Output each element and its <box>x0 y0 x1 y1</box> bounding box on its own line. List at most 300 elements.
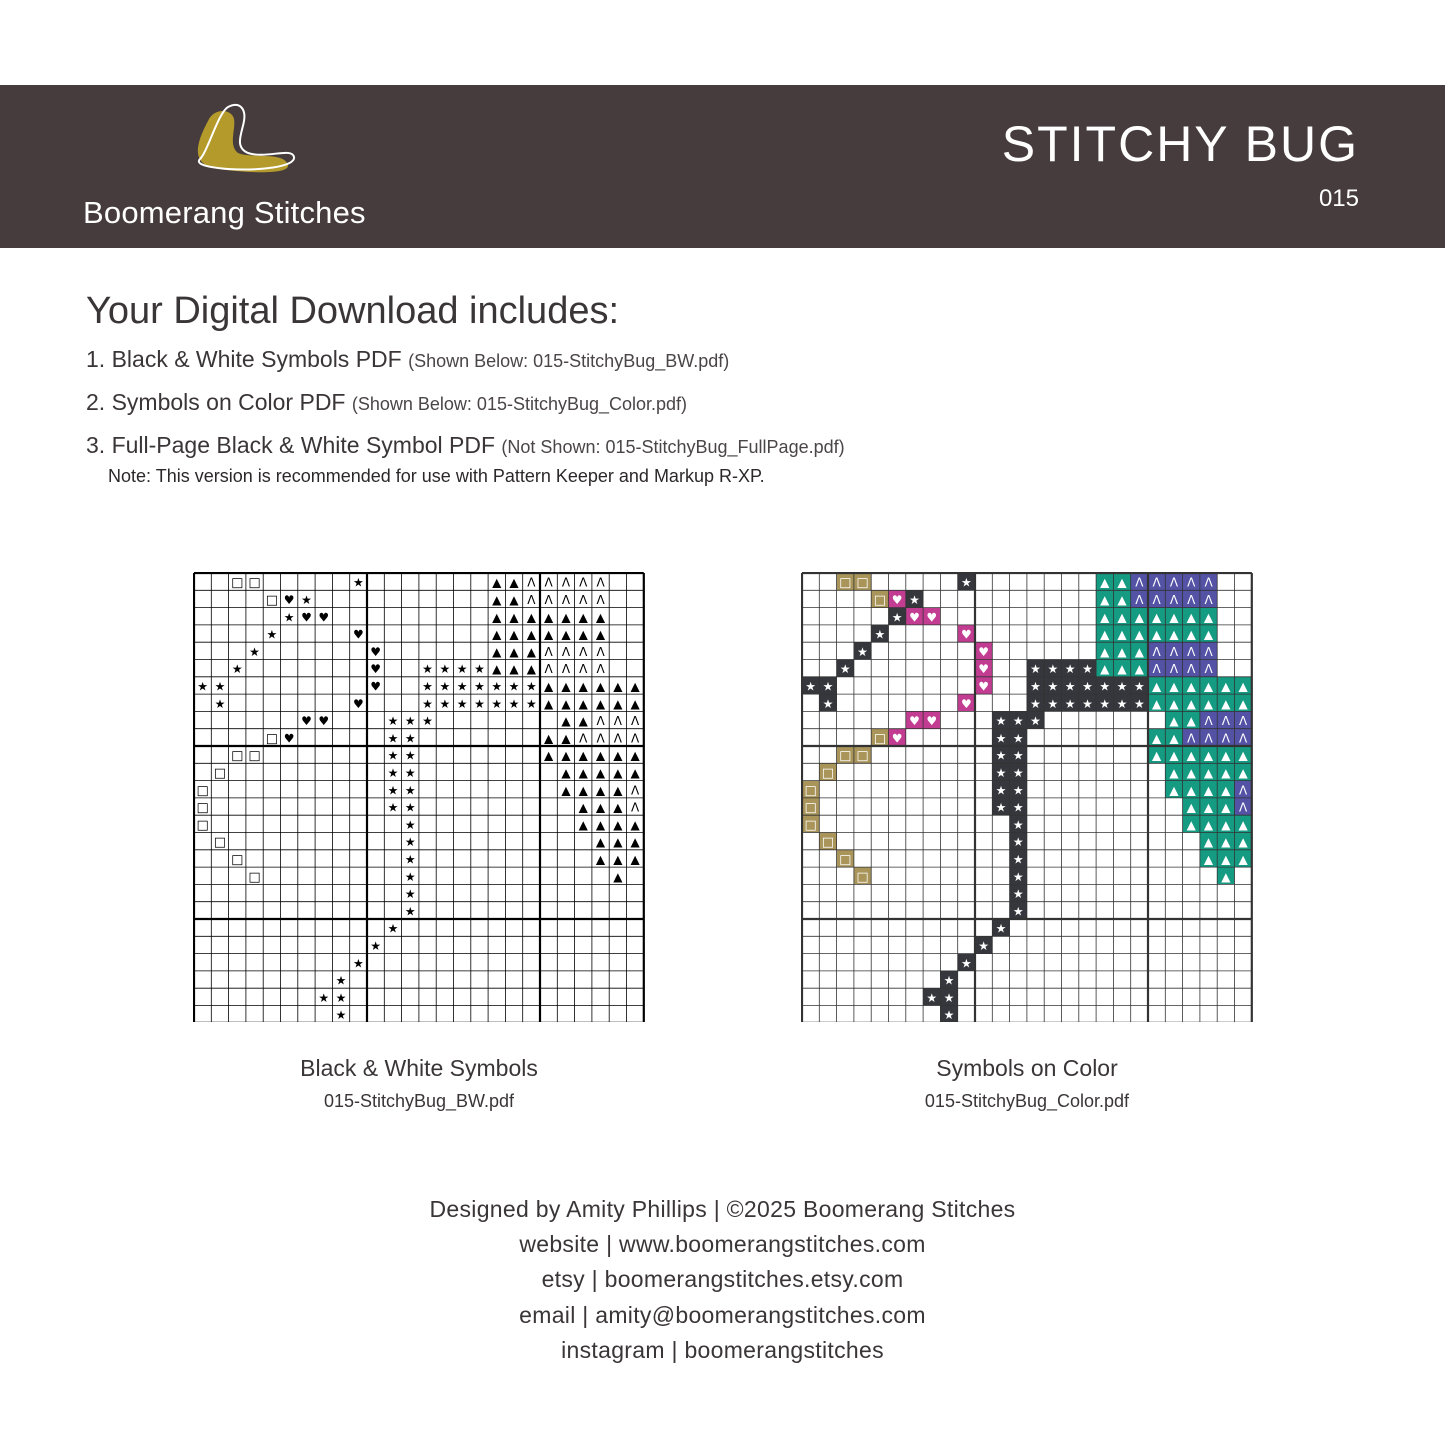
stitch-symbol-charcoal-star: ★ <box>995 783 1007 798</box>
bw-pattern-grid <box>193 572 645 1022</box>
stitch-symbol-teal-triangle: ▲ <box>561 748 571 763</box>
stitch-symbol-purple-caret: ᐱ <box>596 644 605 659</box>
stitch-symbol-gold-square: □ <box>839 575 852 591</box>
stitch-symbol-charcoal-star: ★ <box>404 731 416 746</box>
stitch-symbol-charcoal-star: ★ <box>404 748 416 763</box>
stitch-symbol-purple-caret: ᐱ <box>1169 662 1179 677</box>
include-item-note: (Shown Below: 015-StitchyBug_BW.pdf) <box>408 351 730 371</box>
stitch-symbol-purple-caret: ᐱ <box>596 714 605 729</box>
stitch-symbol-teal-triangle: ▲ <box>492 644 502 659</box>
stitch-symbol-teal-triangle: ▲ <box>509 575 519 590</box>
stitch-symbol-charcoal-star: ★ <box>439 696 451 711</box>
stitch-symbol-purple-caret: ᐱ <box>1187 644 1196 659</box>
stitch-symbol-charcoal-star: ★ <box>874 627 886 642</box>
stitch-symbol-charcoal-star: ★ <box>335 990 347 1005</box>
stitch-symbol-purple-caret: ᐱ <box>1169 592 1179 607</box>
stitch-symbol-teal-triangle: ▲ <box>578 800 588 815</box>
stitch-symbol-teal-triangle: ▲ <box>613 869 623 884</box>
stitch-symbol-teal-triangle: ▲ <box>1221 679 1231 694</box>
stitch-symbol-teal-triangle: ▲ <box>1238 696 1248 711</box>
stitch-symbol-teal-triangle: ▲ <box>1238 679 1248 694</box>
stitch-symbol-charcoal-star: ★ <box>422 679 433 694</box>
stitch-symbol-purple-caret: ᐱ <box>631 731 640 746</box>
footer-designer: Designed by Amity Phillips | ©2025 Boomerang Stitches <box>429 1196 1016 1222</box>
stitch-symbol-charcoal-star: ★ <box>1030 662 1041 677</box>
stitch-symbol-charcoal-star: ★ <box>1030 714 1041 729</box>
stitch-symbol-gold-square: □ <box>213 835 227 851</box>
pattern-title: STITCHY BUG <box>1001 116 1359 172</box>
stitch-symbol-gold-square: □ <box>839 852 852 868</box>
stitch-symbol-purple-caret: ᐱ <box>1221 731 1230 746</box>
stitch-symbol-magenta-heart: ♥ <box>370 679 382 694</box>
boomerang-logo-icon <box>188 103 304 175</box>
stitch-symbol-charcoal-star: ★ <box>1012 835 1024 850</box>
stitch-symbol-charcoal-star: ★ <box>404 835 416 850</box>
stitch-symbol-magenta-heart: ♥ <box>352 696 364 711</box>
stitch-symbol-charcoal-star: ★ <box>1012 852 1024 867</box>
stitch-symbol-teal-triangle: ▲ <box>1221 696 1231 711</box>
stitch-symbol-teal-triangle: ▲ <box>1152 696 1162 711</box>
stitch-symbol-teal-triangle: ▲ <box>526 610 536 625</box>
stitch-symbol-purple-caret: ᐱ <box>1187 731 1196 746</box>
stitch-symbol-magenta-heart: ♥ <box>891 731 903 746</box>
stitch-symbol-gold-square: □ <box>265 731 278 747</box>
include-item-1 <box>86 346 729 373</box>
stitch-symbol-teal-triangle: ▲ <box>595 817 606 832</box>
stitch-symbol-teal-triangle: ▲ <box>1186 627 1196 642</box>
stitch-symbol-purple-caret: ᐱ <box>544 592 553 607</box>
stitch-symbol-magenta-heart: ♥ <box>370 662 382 677</box>
stitch-symbol-teal-triangle: ▲ <box>1169 610 1179 625</box>
stitch-symbol-teal-triangle: ▲ <box>1221 869 1231 884</box>
stitch-symbol-charcoal-star: ★ <box>1012 869 1024 884</box>
bw-filename: 015-StitchyBug_BW.pdf <box>323 1091 515 1111</box>
stitch-symbol-charcoal-star: ★ <box>805 679 817 694</box>
stitch-symbol-purple-caret: ᐱ <box>579 644 588 659</box>
stitch-symbol-charcoal-star: ★ <box>387 783 399 798</box>
stitch-symbol-teal-triangle: ▲ <box>630 748 640 763</box>
stitch-symbol-gold-square: □ <box>231 575 244 591</box>
stitch-symbol-charcoal-star: ★ <box>474 662 485 677</box>
stitch-symbol-gold-square: □ <box>196 817 209 833</box>
stitch-symbol-teal-triangle: ▲ <box>1169 627 1179 642</box>
stitch-symbol-charcoal-star: ★ <box>960 575 972 590</box>
stitch-symbol-purple-caret: ᐱ <box>596 575 605 590</box>
stitch-symbol-teal-triangle: ▲ <box>1152 679 1162 694</box>
stitch-symbol-charcoal-star: ★ <box>839 662 851 677</box>
stitch-symbol-charcoal-star: ★ <box>387 748 399 763</box>
stitch-symbol-magenta-heart: ♥ <box>352 627 364 642</box>
stitch-symbol-gold-square: □ <box>248 575 261 591</box>
fullpage-note: Note: This version is recommended for use with Pattern Keeper and Markup R-XP. <box>108 466 765 486</box>
stitch-symbol-purple-caret: ᐱ <box>1204 731 1213 746</box>
stitch-symbol-gold-square: □ <box>804 817 817 833</box>
stitch-symbol-purple-caret: ᐱ <box>1135 575 1144 590</box>
stitch-symbol-purple-caret: ᐱ <box>1239 714 1248 729</box>
stitch-symbol-teal-triangle: ▲ <box>578 714 588 729</box>
stitch-symbol-teal-triangle: ▲ <box>1117 662 1127 677</box>
stitch-symbol-purple-caret: ᐱ <box>1204 592 1213 607</box>
stitch-symbol-purple-caret: ᐱ <box>1187 575 1196 590</box>
stitch-symbol-teal-triangle: ▲ <box>561 610 571 625</box>
stitch-symbol-teal-triangle: ▲ <box>561 783 571 798</box>
stitch-symbol-charcoal-star: ★ <box>456 696 468 711</box>
stitch-symbol-teal-triangle: ▲ <box>526 627 536 642</box>
stitch-symbol-teal-triangle: ▲ <box>1221 748 1231 763</box>
stitch-symbol-teal-triangle: ▲ <box>509 610 519 625</box>
stitch-symbol-purple-caret: ᐱ <box>613 731 622 746</box>
stitch-symbol-teal-triangle: ▲ <box>544 696 554 711</box>
stitch-symbol-charcoal-star: ★ <box>943 990 955 1005</box>
stitch-symbol-charcoal-star: ★ <box>318 990 330 1005</box>
stitch-symbol-charcoal-star: ★ <box>1012 783 1024 798</box>
stitch-symbol-charcoal-star: ★ <box>404 800 416 815</box>
stitch-symbol-teal-triangle: ▲ <box>526 662 536 677</box>
stitch-symbol-magenta-heart: ♥ <box>926 714 938 729</box>
stitch-symbol-teal-triangle: ▲ <box>578 679 588 694</box>
stitch-symbol-charcoal-star: ★ <box>335 1008 347 1022</box>
color-caption: Symbols on Color <box>936 1055 1118 1081</box>
stitch-symbol-purple-caret: ᐱ <box>544 575 553 590</box>
footer-email[interactable]: email | amity@boomerangstitches.com <box>519 1302 926 1328</box>
stitch-symbol-teal-triangle: ▲ <box>578 696 588 711</box>
stitch-symbol-teal-triangle: ▲ <box>1117 610 1127 625</box>
stitch-symbol-charcoal-star: ★ <box>456 679 468 694</box>
stitch-symbol-teal-triangle: ▲ <box>492 575 502 590</box>
stitch-symbol-charcoal-star: ★ <box>352 575 364 590</box>
stitch-symbol-charcoal-star: ★ <box>943 1008 955 1022</box>
stitch-symbol-teal-triangle: ▲ <box>613 817 623 832</box>
stitch-symbol-charcoal-star: ★ <box>995 921 1007 936</box>
stitch-symbol-purple-caret: ᐱ <box>1204 644 1213 659</box>
stitch-symbol-charcoal-star: ★ <box>1012 714 1024 729</box>
stitch-symbol-purple-caret: ᐱ <box>1204 714 1213 729</box>
color-pattern-preview <box>801 572 1253 1022</box>
stitch-symbol-charcoal-star: ★ <box>995 765 1007 780</box>
stitch-symbol-charcoal-star: ★ <box>1082 662 1093 677</box>
stitch-symbol-purple-caret: ᐱ <box>631 783 640 798</box>
stitch-symbol-teal-triangle: ▲ <box>1221 800 1231 815</box>
stitch-symbol-purple-caret: ᐱ <box>1239 800 1248 815</box>
stitch-symbol-teal-triangle: ▲ <box>595 800 606 815</box>
stitch-symbol-teal-triangle: ▲ <box>630 835 640 850</box>
stitch-symbol-teal-triangle: ▲ <box>595 783 606 798</box>
stitch-symbol-teal-triangle: ▲ <box>509 592 519 607</box>
stitch-symbol-teal-triangle: ▲ <box>1100 575 1110 590</box>
stitch-symbol-gold-square: □ <box>213 765 227 781</box>
include-item-3 <box>86 432 845 459</box>
stitch-symbol-teal-triangle: ▲ <box>1238 817 1248 832</box>
stitch-symbol-purple-caret: ᐱ <box>579 731 588 746</box>
stitch-symbol-charcoal-star: ★ <box>1012 887 1024 902</box>
stitch-symbol-purple-caret: ᐱ <box>579 592 588 607</box>
stitch-symbol-purple-caret: ᐱ <box>527 575 536 590</box>
stitch-symbol-charcoal-star: ★ <box>926 990 938 1005</box>
stitch-symbol-charcoal-star: ★ <box>1030 679 1041 694</box>
stitch-symbol-magenta-heart: ♥ <box>301 610 312 625</box>
stitch-symbol-teal-triangle: ▲ <box>1186 696 1196 711</box>
stitch-symbol-teal-triangle: ▲ <box>1238 765 1248 780</box>
stitch-symbol-teal-triangle: ▲ <box>1221 852 1231 867</box>
stitch-symbol-charcoal-star: ★ <box>1012 817 1024 832</box>
stitch-symbol-teal-triangle: ▲ <box>1169 714 1179 729</box>
stitch-symbol-teal-triangle: ▲ <box>1169 731 1179 746</box>
stitch-symbol-charcoal-star: ★ <box>1133 696 1145 711</box>
stitch-symbol-teal-triangle: ▲ <box>578 817 588 832</box>
stitch-symbol-charcoal-star: ★ <box>439 679 451 694</box>
stitch-symbol-teal-triangle: ▲ <box>613 748 623 763</box>
stitch-symbol-charcoal-star: ★ <box>943 973 955 988</box>
stitch-symbol-purple-caret: ᐱ <box>527 592 536 607</box>
stitch-symbol-purple-caret: ᐱ <box>1152 662 1161 677</box>
stitch-symbol-gold-square: □ <box>248 869 261 885</box>
stitch-symbol-gold-square: □ <box>856 748 869 764</box>
stitch-symbol-charcoal-star: ★ <box>370 938 382 953</box>
stitch-symbol-teal-triangle: ▲ <box>1134 610 1144 625</box>
stitch-symbol-purple-caret: ᐱ <box>1239 731 1248 746</box>
stitch-symbol-teal-triangle: ▲ <box>1152 748 1162 763</box>
stitch-symbol-charcoal-star: ★ <box>404 869 416 884</box>
stitch-symbol-purple-caret: ᐱ <box>561 644 571 659</box>
stitch-symbol-charcoal-star: ★ <box>249 644 260 659</box>
stitch-symbol-charcoal-star: ★ <box>404 852 416 867</box>
stitch-symbol-teal-triangle: ▲ <box>544 748 554 763</box>
stitch-symbol-charcoal-star: ★ <box>283 610 295 625</box>
stitch-symbol-magenta-heart: ♥ <box>978 679 990 694</box>
stitch-symbol-gold-square: □ <box>804 783 817 799</box>
stitch-symbol-charcoal-star: ★ <box>404 817 416 832</box>
stitch-symbol-charcoal-star: ★ <box>822 696 834 711</box>
stitch-symbol-teal-triangle: ▲ <box>561 765 571 780</box>
stitch-symbol-teal-triangle: ▲ <box>1203 817 1214 832</box>
stitch-symbol-magenta-heart: ♥ <box>283 731 295 746</box>
stitch-symbol-teal-triangle: ▲ <box>1169 765 1179 780</box>
stitch-symbol-charcoal-star: ★ <box>1099 696 1111 711</box>
stitch-symbol-charcoal-star: ★ <box>1082 679 1093 694</box>
stitch-symbol-teal-triangle: ▲ <box>595 679 606 694</box>
stitch-symbol-purple-caret: ᐱ <box>579 662 588 677</box>
stitch-symbol-teal-triangle: ▲ <box>613 835 623 850</box>
stitch-symbol-teal-triangle: ▲ <box>1238 748 1248 763</box>
stitch-symbol-charcoal-star: ★ <box>995 748 1007 763</box>
stitch-symbol-teal-triangle: ▲ <box>1134 662 1144 677</box>
stitch-symbol-magenta-heart: ♥ <box>370 644 382 659</box>
stitch-symbol-gold-square: □ <box>231 748 244 764</box>
stitch-symbol-teal-triangle: ▲ <box>561 679 571 694</box>
stitch-symbol-charcoal-star: ★ <box>352 956 364 971</box>
stitch-symbol-charcoal-star: ★ <box>978 938 990 953</box>
stitch-symbol-gold-square: □ <box>821 835 835 851</box>
stitch-symbol-teal-triangle: ▲ <box>1186 765 1196 780</box>
include-item-label: 3. Full-Page Black & White Symbol PDF <box>86 432 496 458</box>
stitch-symbol-charcoal-star: ★ <box>301 592 312 607</box>
stitch-symbol-teal-triangle: ▲ <box>509 662 519 677</box>
stitch-symbol-charcoal-star: ★ <box>1030 696 1041 711</box>
stitch-symbol-gold-square: □ <box>265 592 278 608</box>
stitch-symbol-teal-triangle: ▲ <box>1203 748 1214 763</box>
stitch-symbol-teal-triangle: ▲ <box>509 627 519 642</box>
stitch-symbol-purple-caret: ᐱ <box>1187 592 1196 607</box>
stitch-symbol-magenta-heart: ♥ <box>926 610 938 625</box>
stitch-symbol-teal-triangle: ▲ <box>1169 679 1179 694</box>
stitch-symbol-magenta-heart: ♥ <box>909 610 920 625</box>
stitch-symbol-teal-triangle: ▲ <box>1100 644 1110 659</box>
stitch-symbol-charcoal-star: ★ <box>909 592 920 607</box>
stitch-symbol-charcoal-star: ★ <box>491 679 503 694</box>
stitch-symbol-charcoal-star: ★ <box>1099 679 1111 694</box>
stitch-symbol-charcoal-star: ★ <box>1116 679 1128 694</box>
stitch-symbol-teal-triangle: ▲ <box>1100 610 1110 625</box>
stitch-symbol-teal-triangle: ▲ <box>492 592 502 607</box>
stitch-symbol-teal-triangle: ▲ <box>1221 817 1231 832</box>
stitch-symbol-charcoal-star: ★ <box>387 731 399 746</box>
stitch-symbol-teal-triangle: ▲ <box>544 610 554 625</box>
stitch-symbol-charcoal-star: ★ <box>404 714 416 729</box>
color-filename: 015-StitchyBug_Color.pdf <box>924 1091 1130 1111</box>
stitch-symbol-teal-triangle: ▲ <box>595 748 606 763</box>
stitch-symbol-teal-triangle: ▲ <box>613 852 623 867</box>
stitch-symbol-charcoal-star: ★ <box>1047 662 1059 677</box>
stitch-symbol-charcoal-star: ★ <box>1116 696 1128 711</box>
stitch-symbol-teal-triangle: ▲ <box>1100 592 1110 607</box>
stitch-symbol-teal-triangle: ▲ <box>1203 765 1214 780</box>
stitch-symbol-purple-caret: ᐱ <box>1239 783 1248 798</box>
stitch-symbol-teal-triangle: ▲ <box>1152 610 1162 625</box>
stitch-symbol-charcoal-star: ★ <box>387 765 399 780</box>
stitch-symbol-teal-triangle: ▲ <box>544 731 554 746</box>
stitch-symbol-teal-triangle: ▲ <box>595 852 606 867</box>
stitch-symbol-purple-caret: ᐱ <box>579 575 588 590</box>
stitch-symbol-charcoal-star: ★ <box>1012 765 1024 780</box>
stitch-symbol-teal-triangle: ▲ <box>630 679 640 694</box>
stitch-symbol-purple-caret: ᐱ <box>561 592 571 607</box>
footer-instagram[interactable]: instagram | boomerangstitches <box>561 1337 884 1363</box>
stitch-symbol-charcoal-star: ★ <box>1133 679 1145 694</box>
stitch-symbol-charcoal-star: ★ <box>214 696 226 711</box>
includes-heading: Your Digital Download includes: <box>86 290 620 332</box>
stitch-symbol-charcoal-star: ★ <box>525 679 537 694</box>
stitch-symbol-magenta-heart: ♥ <box>978 662 990 677</box>
stitch-symbol-teal-triangle: ▲ <box>492 610 502 625</box>
footer-website[interactable]: website | www.boomerangstitches.com <box>519 1231 926 1257</box>
stitch-symbol-charcoal-star: ★ <box>404 765 416 780</box>
stitch-symbol-magenta-heart: ♥ <box>978 644 990 659</box>
stitch-symbol-charcoal-star: ★ <box>1082 696 1093 711</box>
stitch-symbol-charcoal-star: ★ <box>422 696 433 711</box>
stitch-symbol-magenta-heart: ♥ <box>960 696 972 711</box>
stitch-symbol-teal-triangle: ▲ <box>1203 800 1214 815</box>
include-item-label: 2. Symbols on Color PDF <box>86 389 346 415</box>
stitch-symbol-charcoal-star: ★ <box>474 679 485 694</box>
stitch-symbol-gold-square: □ <box>196 800 209 816</box>
stitch-symbol-purple-caret: ᐱ <box>1152 575 1161 590</box>
stitch-symbol-purple-caret: ᐱ <box>1152 592 1161 607</box>
stitch-symbol-teal-triangle: ▲ <box>1221 835 1231 850</box>
stitch-symbol-charcoal-star: ★ <box>231 662 243 677</box>
stitch-symbol-teal-triangle: ▲ <box>613 696 623 711</box>
stitch-symbol-charcoal-star: ★ <box>995 714 1007 729</box>
stitch-symbol-charcoal-star: ★ <box>439 662 451 677</box>
stitch-symbol-gold-square: □ <box>821 765 835 781</box>
stitch-symbol-teal-triangle: ▲ <box>1221 765 1231 780</box>
include-item-note: (Shown Below: 015-StitchyBug_Color.pdf) <box>351 394 688 414</box>
stitch-symbol-charcoal-star: ★ <box>387 714 399 729</box>
stitch-symbol-charcoal-star: ★ <box>404 904 416 919</box>
stitch-symbol-purple-caret: ᐱ <box>613 714 622 729</box>
brand-name: Boomerang Stitches <box>83 195 366 230</box>
stitch-symbol-teal-triangle: ▲ <box>630 696 640 711</box>
stitch-symbol-gold-square: □ <box>873 731 886 747</box>
stitch-symbol-magenta-heart: ♥ <box>891 592 903 607</box>
stitch-symbol-teal-triangle: ▲ <box>1203 627 1214 642</box>
stitch-symbol-charcoal-star: ★ <box>491 696 503 711</box>
stitch-symbol-charcoal-star: ★ <box>525 696 537 711</box>
stitch-symbol-teal-triangle: ▲ <box>1134 644 1144 659</box>
stitch-symbol-charcoal-star: ★ <box>422 662 433 677</box>
stitch-symbol-magenta-heart: ♥ <box>960 627 972 642</box>
color-pattern-grid <box>801 572 1253 1022</box>
stitch-symbol-charcoal-star: ★ <box>1012 800 1024 815</box>
stitch-symbol-teal-triangle: ▲ <box>1152 627 1162 642</box>
stitch-symbol-gold-square: □ <box>839 748 852 764</box>
stitch-symbol-teal-triangle: ▲ <box>1203 852 1214 867</box>
stitch-symbol-charcoal-star: ★ <box>422 714 433 729</box>
stitch-symbol-gold-square: □ <box>248 748 261 764</box>
stitch-symbol-charcoal-star: ★ <box>197 679 209 694</box>
stitch-symbol-teal-triangle: ▲ <box>578 748 588 763</box>
stitch-symbol-purple-caret: ᐱ <box>596 731 605 746</box>
stitch-symbol-teal-triangle: ▲ <box>595 627 606 642</box>
stitch-symbol-charcoal-star: ★ <box>1064 679 1076 694</box>
include-item-note: (Not Shown: 015-StitchyBug_FullPage.pdf) <box>501 437 845 457</box>
stitch-symbol-charcoal-star: ★ <box>387 800 399 815</box>
stitch-symbol-magenta-heart: ♥ <box>318 714 330 729</box>
stitch-symbol-charcoal-star: ★ <box>995 731 1007 746</box>
stitch-symbol-gold-square: □ <box>804 800 817 816</box>
stitch-symbol-teal-triangle: ▲ <box>1186 783 1196 798</box>
stitch-symbol-teal-triangle: ▲ <box>561 627 571 642</box>
stitch-symbol-teal-triangle: ▲ <box>1134 627 1144 642</box>
stitch-symbol-purple-caret: ᐱ <box>1187 662 1196 677</box>
stitch-symbol-teal-triangle: ▲ <box>1186 748 1196 763</box>
stitch-symbol-teal-triangle: ▲ <box>526 644 536 659</box>
stitch-symbol-charcoal-star: ★ <box>387 921 399 936</box>
stitch-symbol-teal-triangle: ▲ <box>595 835 606 850</box>
stitch-symbol-purple-caret: ᐱ <box>1135 592 1144 607</box>
stitch-symbol-purple-caret: ᐱ <box>631 714 640 729</box>
stitch-symbol-charcoal-star: ★ <box>508 696 520 711</box>
stitch-symbol-charcoal-star: ★ <box>1064 662 1076 677</box>
stitch-symbol-charcoal-star: ★ <box>1012 748 1024 763</box>
stitch-symbol-teal-triangle: ▲ <box>1221 783 1231 798</box>
footer-etsy[interactable]: etsy | boomerangstitches.etsy.com <box>541 1266 904 1292</box>
stitch-symbol-teal-triangle: ▲ <box>544 627 554 642</box>
pattern-code: 015 <box>1318 185 1359 212</box>
stitch-symbol-teal-triangle: ▲ <box>595 696 606 711</box>
stitch-symbol-teal-triangle: ▲ <box>1186 610 1196 625</box>
stitch-symbol-magenta-heart: ♥ <box>909 714 920 729</box>
stitch-symbol-teal-triangle: ▲ <box>1117 575 1127 590</box>
stitch-symbol-purple-caret: ᐱ <box>1169 575 1179 590</box>
stitch-symbol-teal-triangle: ▲ <box>1186 800 1196 815</box>
stitch-symbol-teal-triangle: ▲ <box>1100 627 1110 642</box>
stitch-symbol-purple-caret: ᐱ <box>1221 714 1230 729</box>
stitch-symbol-teal-triangle: ▲ <box>509 644 519 659</box>
stitch-symbol-charcoal-star: ★ <box>508 679 520 694</box>
stitch-symbol-teal-triangle: ▲ <box>1203 835 1214 850</box>
stitch-symbol-charcoal-star: ★ <box>335 973 347 988</box>
stitch-symbol-magenta-heart: ♥ <box>283 592 295 607</box>
